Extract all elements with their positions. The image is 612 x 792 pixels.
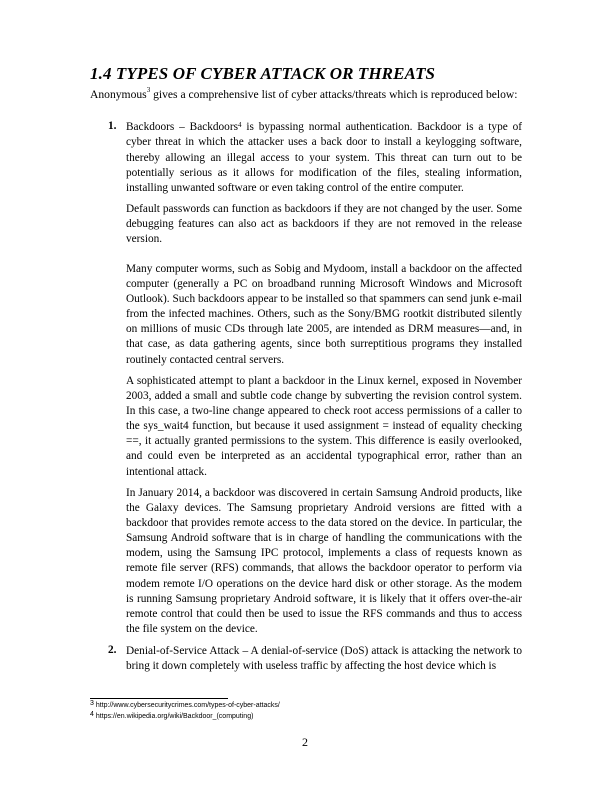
page-number: 2 [302,735,308,749]
paragraph-samsung: In January 2014, a backdoor was discovered in certain Samsung Android products, like the Galaxy devices. The Samsung proprietary Android versions are fitted with a backdoor that provides remote access to the data stored on the device. In particular, the Samsung Android software that is in charge of handling the communications with the modem, using the Samsung IPC protocol, implements a class of requests known as remote file server (RFS) commands, that allows the backdoor operator to perform via modem remote I/O operations on the device hard disk or other storage. As the modem is running Samsung proprietary Android software, it is likely that it offers over-the-air remote control that could then be used to issue the RFS commands and thus to access the file system on the device. [126,487,522,635]
list-item-dos: Denial-of-Service Attack – A denial-of-service (DoS) attack is attacking the network to bring it down completely with useless traffic by affecting the host device which is [126,645,522,673]
footnote-num: 4 [90,711,94,718]
footnote-ref-4[interactable]: 4 [237,121,242,129]
item-body: is bypassing normal authentication. Backdoor is a type of cyber threat in which the attacker uses a back door to install a keylogging software, thereby allowing an illegal access to your system. This threat can turn out to be potentially serious as it allows for modification of the files, stealing information, installing unwanted software or even taking control of the entire computer. [126,121,522,195]
intro-paragraph [90,88,518,101]
paragraph-default-passwords: Default passwords can function as backdoors if they are not changed by the user. Some debugging features can also act as backdoors if they are not removed in the release version. [126,203,522,246]
footnote-ref-3[interactable]: 3 [146,86,151,94]
item-lead: Backdoors – Backdoors [126,121,238,133]
intro-text: Anonymous [90,88,147,101]
list-number-1: 1. [108,120,117,132]
footnote-num: 3 [90,700,94,707]
footnote-link[interactable]: http://www.cybersecuritycrimes.com/types-of-cyber-attacks/ [93,702,280,709]
paragraph-computer-worms: Many computer worms, such as Sobig and Mydoom, install a backdoor on the affected computer (generally a PC on broadband running Microsoft Windows and Microsoft Outlook). Such backdoors appear to be installed so that spammers can send junk e-mail from the infected machines. Others, such as the Sony/BMG rootkit distributed silently on millions of music CDs through late 2005, are intended as DRM measures—and, in that case, as data gathering agents, since both surreptitious programs they installed routinely contacted central servers. [126,263,522,366]
footnote-divider [90,698,228,699]
list-item-backdoors [126,120,522,196]
section-heading: 1.4 TYPES OF CYBER ATTACK OR THREATS [90,64,436,83]
footnote-3[interactable] [90,702,280,709]
footnote-4[interactable] [90,713,253,720]
footnote-link[interactable]: https://en.wikipedia.org/wiki/Backdoor_(computing) [93,713,254,720]
intro-text-rest: gives a comprehensive list of cyber attacks/threats which is reproduced below: [150,88,518,101]
list-number-2: 2. [108,644,117,656]
paragraph-linux-kernel: A sophisticated attempt to plant a backdoor in the Linux kernel, exposed in November 2003, added a small and subtle code change by subverting the revision control system. In this case, a two-line change appeared to check root access permissions of a caller to the sys_wait4 function, but because it used assignment = instead of equality checking ==, it actually granted permissions to the system. This difference is easily overlooked, and could even be interpreted as an accidental typographical error, rather than an intentional attack. [126,375,522,478]
